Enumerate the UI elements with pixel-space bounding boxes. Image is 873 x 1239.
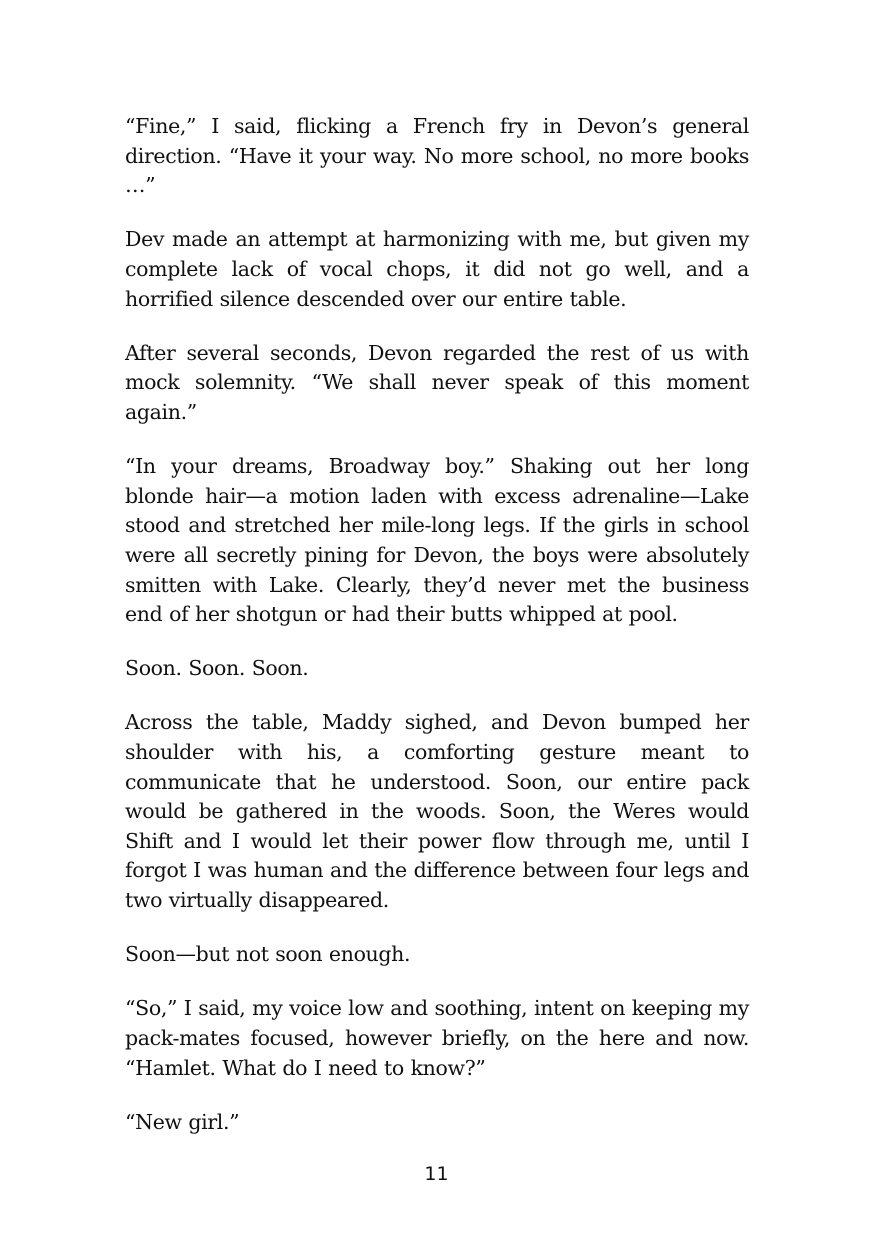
paragraph: After several seconds, Devon regarded the rest of us with mock solemnity. “We shall never speak of this moment again.” xyxy=(125,340,749,424)
paragraph: “Fine,” I said, flicking a French fry in Devon’s general direction. “Have it your way. No more school, no more books …” xyxy=(125,114,749,198)
paragraph: Soon. Soon. Soon. xyxy=(125,656,309,681)
paragraph: Dev made an attempt at harmonizing with me, but given my complete lack of vocal chops, it did not go well, and a horrified silence descended over our entire table. xyxy=(125,227,749,311)
paragraph: “In your dreams, Broadway boy.” Shaking out her long blonde hair—a motion laden with excess adrenaline—Lake stood and stretched her mile-long legs. If the girls in school were all secretly pining for Devon, the boys were absolutely smitten with Lake. Clearly, they’d never met the business end of her shotgun or had their butts whipped at pool. xyxy=(125,454,749,627)
page-body xyxy=(125,112,749,1162)
paragraph: Soon—but not soon enough. xyxy=(125,942,411,967)
paragraph: Across the table, Maddy sighed, and Devon bumped her shoulder with his, a comforting gesture meant to communicate that he understood. Soon, our entire pack would be gathered in the woods. Soon, the Weres would Shift and I would let their power flow through me, until I forgot I was human and the difference between four legs and two virtually disappeared. xyxy=(125,710,749,913)
paragraph: “New girl.” xyxy=(125,1109,240,1134)
page-number: 11 xyxy=(424,1163,449,1185)
paragraph: “So,” I said, my voice low and soothing, intent on keeping my pack-mates focused, however briefly, on the here and now. “Hamlet. What do I need to know?” xyxy=(125,996,749,1080)
